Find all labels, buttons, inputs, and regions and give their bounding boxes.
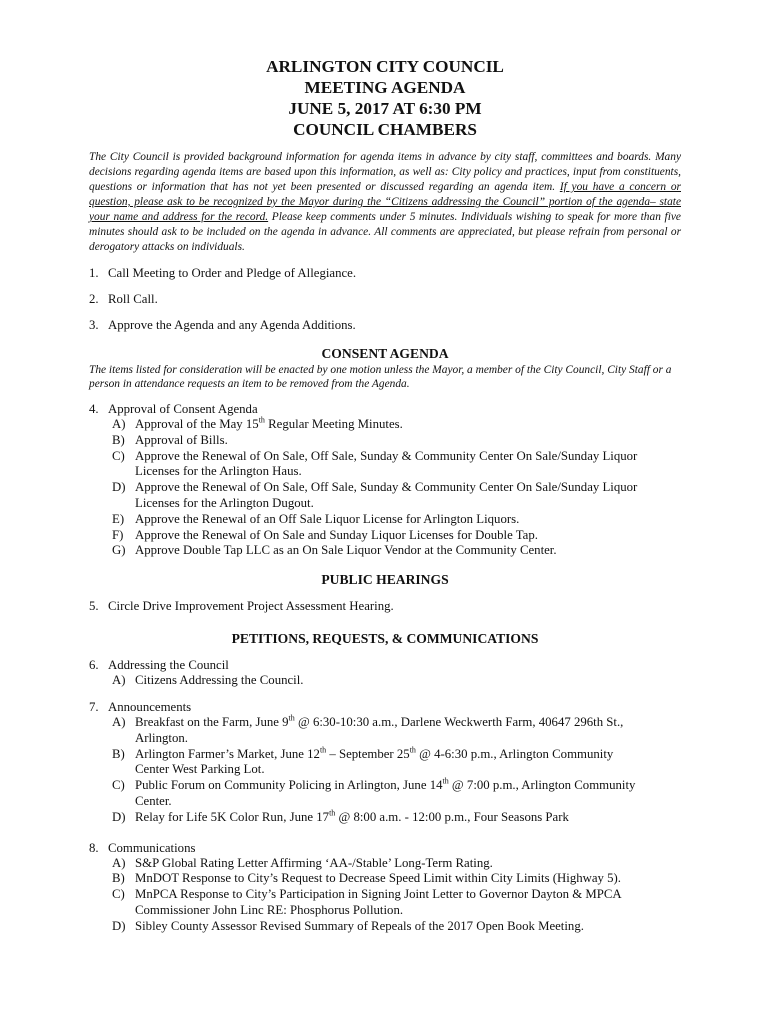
title-line-2: MEETING AGENDA <box>304 78 466 97</box>
agenda-item-5: 5. Circle Drive Improvement Project Assessment Hearing. <box>89 599 394 614</box>
announcement-c: C) Public Forum on Community Policing in Arlington, June 14th @ 7:00 p.m., Arlington Community Center. <box>112 776 636 808</box>
consent-item-b: B) Approval of Bills. <box>112 432 228 447</box>
consent-item-e: E) Approve the Renewal of an Off Sale Liquor License for Arlington Liquors. <box>112 511 520 526</box>
communication-c: C) MnPCA Response to City’s Participation in Signing Joint Letter to Governor Dayton & MPCA Commissioner John Linc RE: Phosphorus Pollution. <box>112 887 622 917</box>
communication-a: A) S&P Global Rating Letter Affirming ‘AA-/Stable’ Long-Term Rating. <box>112 855 493 870</box>
consent-agenda-note: The items listed for consideration will be enacted by one motion unless the Mayor, a member of the City Council, City Staff or a person in attendance requests an item to be removed from the Agenda. <box>89 364 672 390</box>
consent-item-c: C) Approve the Renewal of On Sale, Off Sale, Sunday & Community Center On Sale/Sunday Liquor Licenses for the Arlington Haus. <box>112 448 638 479</box>
title-line-4: COUNCIL CHAMBERS <box>293 120 477 139</box>
announcement-d: D) Relay for Life 5K Color Run, June 17th @ 8:00 a.m. - 12:00 p.m., Four Seasons Park <box>112 808 569 824</box>
agenda-item-6: 6. Addressing the Council <box>89 658 229 673</box>
petitions-heading: PETITIONS, REQUESTS, & COMMUNICATIONS <box>231 631 539 647</box>
announcement-b: B) Arlington Farmer’s Market, June 12th – September 25th @ 4-6:30 p.m., Arlington Community Center West Parking Lot. <box>112 745 614 777</box>
agenda-item-3: 3. Approve the Agenda and any Agenda Additions. <box>89 318 356 332</box>
consent-item-g: G) Approve Double Tap LLC as an On Sale Liquor Vendor at the Community Center. <box>112 543 557 558</box>
consent-item-d: D) Approve the Renewal of On Sale, Off Sale, Sunday & Community Center On Sale/Sunday Liquor Licenses for the Arlington Dugout. <box>112 480 638 510</box>
agenda-item-4: 4. Approval of Consent Agenda <box>89 402 258 416</box>
intro-paragraph <box>89 150 681 255</box>
agenda-item-7: 7. Announcements <box>89 699 192 714</box>
document-title <box>89 56 681 140</box>
announcement-a: A) Breakfast on the Farm, June 9th @ 6:30-10:30 a.m., Darlene Weckwerth Farm, 40647 296th St., Arlington. <box>112 713 624 745</box>
consent-agenda-heading: CONSENT AGENDA <box>321 346 449 361</box>
consent-item-f: F) Approve the Renewal of On Sale and Sunday Liquor Licenses for Double Tap. <box>112 527 538 542</box>
agenda-item-8: 8. Communications <box>89 840 196 855</box>
consent-item-a: A) Approval of the May 15th Regular Meeting Minutes. <box>112 415 403 431</box>
intro-text-2: Please keep comments under 5 minutes. Individuals wishing to speak for more than five minutes should ask to be included on the agenda in advance. All comments are appreciated, but please refrain from personal or derogatory attacks on individuals. <box>89 211 681 253</box>
title-line-3: JUNE 5, 2017 AT 6:30 PM <box>288 99 482 118</box>
public-hearings-heading: PUBLIC HEARINGS <box>321 572 449 588</box>
intro-underlined-text: If you have a concern or question, please ask to be recognized by the Mayor during the “Citizens addressing the Council” portion of the agenda– state your name and address for the record. <box>89 181 681 223</box>
title-line-1: ARLINGTON CITY COUNCIL <box>266 57 504 76</box>
intro-text-1: The City Council is provided background information for agenda items in advance by city staff, committees and boards. Many decisions regarding agenda items are based upon this information, as well as: City policy and practices, input from constituents, questions or information that has not yet been presented or discussed regarding an agenda item. <box>89 151 681 193</box>
agenda-item-1: 1. Call Meeting to Order and Pledge of Allegiance. <box>89 266 357 280</box>
agenda-item-2: 2. Roll Call. <box>89 292 158 306</box>
communication-d: D) Sibley County Assessor Revised Summary of Repeals of the 2017 Open Book Meeting. <box>112 918 584 933</box>
communication-b: B) MnDOT Response to City’s Request to Decrease Speed Limit within City Limits (Highway 5). <box>112 871 621 886</box>
item-6-a: A) Citizens Addressing the Council. <box>112 673 304 688</box>
